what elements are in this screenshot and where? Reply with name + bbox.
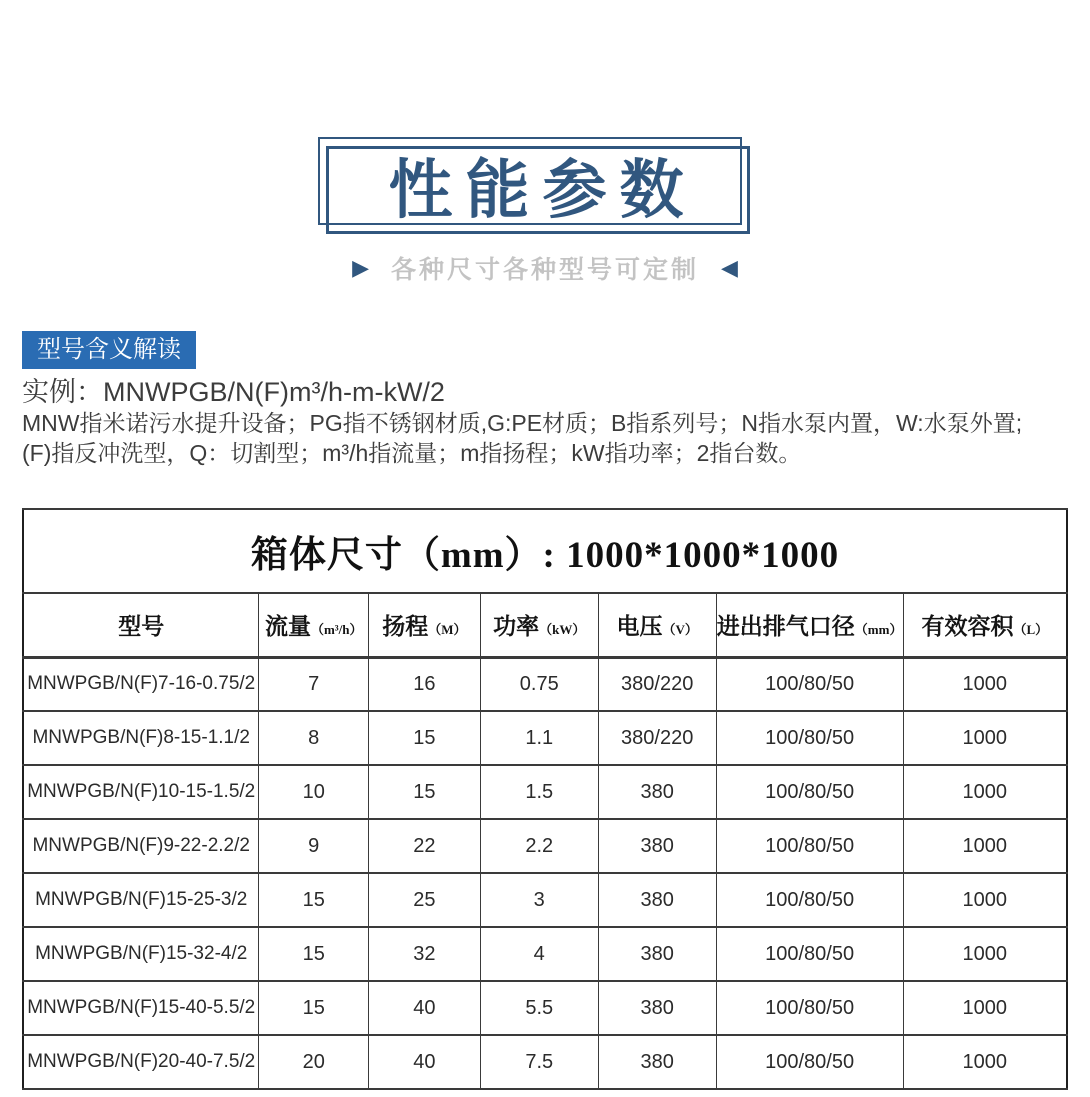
value-cell: 100/80/50	[716, 1035, 903, 1089]
model-desc-line1: MNW指米诺污水提升设备；PG指不锈钢材质,G:PE材质；B指系列号；N指水泵内置，W:水泵外置;	[22, 410, 1023, 436]
column-label: 型号	[118, 614, 165, 640]
column-label: 有效容积	[921, 614, 1014, 640]
value-cell: 380/220	[598, 657, 716, 711]
value-cell: 100/80/50	[716, 765, 903, 819]
column-header-flow	[259, 593, 369, 657]
left-arrow-icon: ▶	[352, 255, 369, 280]
model-cell: MNWPGB/N(F)15-25-3/2	[23, 873, 259, 927]
model-cell: MNWPGB/N(F)7-16-0.75/2	[23, 657, 259, 711]
value-cell: 40	[369, 1035, 481, 1089]
value-cell: 8	[259, 711, 369, 765]
table-row	[23, 873, 1067, 927]
value-cell: 380	[598, 819, 716, 873]
value-cell: 1000	[903, 657, 1067, 711]
value-cell: 7	[259, 657, 369, 711]
value-cell: 100/80/50	[716, 711, 903, 765]
model-cell: MNWPGB/N(F)20-40-7.5/2	[23, 1035, 259, 1089]
table-row	[23, 657, 1067, 711]
value-cell: 16	[369, 657, 481, 711]
table-row	[23, 765, 1067, 819]
model-section	[22, 331, 1084, 468]
value-cell: 40	[369, 981, 481, 1035]
value-cell: 380	[598, 873, 716, 927]
model-cell: MNWPGB/N(F)9-22-2.2/2	[23, 819, 259, 873]
value-cell: 5.5	[480, 981, 598, 1035]
column-header-voltage	[598, 593, 716, 657]
value-cell: 0.75	[480, 657, 598, 711]
column-unit: （mm）	[854, 622, 903, 638]
value-cell: 25	[369, 873, 481, 927]
value-cell: 1000	[903, 765, 1067, 819]
value-cell: 1000	[903, 927, 1067, 981]
value-cell: 100/80/50	[716, 657, 903, 711]
table-row	[23, 1035, 1067, 1089]
value-cell: 380	[598, 981, 716, 1035]
value-cell: 380/220	[598, 711, 716, 765]
value-cell: 20	[259, 1035, 369, 1089]
table-title: 箱体尺寸（mm）: 1000*1000*1000	[23, 509, 1067, 593]
column-label: 扬程	[382, 614, 429, 640]
value-cell: 100/80/50	[716, 819, 903, 873]
column-label: 功率	[493, 614, 540, 640]
value-cell: 32	[369, 927, 481, 981]
value-cell: 1.5	[480, 765, 598, 819]
table-row	[23, 981, 1067, 1035]
column-label: 进出排气口径	[716, 614, 855, 640]
column-label: 流量	[264, 614, 311, 640]
column-header-power	[480, 593, 598, 657]
value-cell: 100/80/50	[716, 873, 903, 927]
column-header-head	[369, 593, 481, 657]
value-cell: 380	[598, 927, 716, 981]
table-row	[23, 927, 1067, 981]
column-header-model	[23, 593, 259, 657]
value-cell: 100/80/50	[716, 927, 903, 981]
column-label: 电压	[616, 614, 663, 640]
value-cell: 100/80/50	[716, 981, 903, 1035]
model-cell: MNWPGB/N(F)8-15-1.1/2	[23, 711, 259, 765]
column-unit: （m³/h）	[310, 622, 363, 638]
value-cell: 4	[480, 927, 598, 981]
value-cell: 15	[259, 981, 369, 1035]
table-title-row	[23, 509, 1067, 593]
value-cell: 9	[259, 819, 369, 873]
value-cell: 1000	[903, 981, 1067, 1035]
value-cell: 380	[598, 765, 716, 819]
value-cell: 7.5	[480, 1035, 598, 1089]
model-desc-line2: (F)指反冲洗型，Q：切割型；m³/h指流量；m指扬程；kW指功率；2指台数。	[22, 440, 802, 466]
column-unit: （V）	[662, 622, 698, 638]
subtitle	[0, 250, 1090, 286]
subtitle-text: 各种尺寸各种型号可定制	[390, 256, 699, 284]
value-cell: 15	[259, 927, 369, 981]
table-row	[23, 819, 1067, 873]
model-cell: MNWPGB/N(F)15-32-4/2	[23, 927, 259, 981]
model-example: 实例：MNWPGB/N(F)m³/h-m-kW/2	[22, 377, 445, 407]
title-frame	[318, 137, 742, 225]
column-header-volume	[903, 593, 1067, 657]
model-label: 型号含义解读	[22, 331, 196, 369]
model-cell: MNWPGB/N(F)10-15-1.5/2	[23, 765, 259, 819]
value-cell: 15	[259, 873, 369, 927]
column-header-port-diameter	[716, 593, 903, 657]
value-cell: 15	[369, 765, 481, 819]
value-cell: 22	[369, 819, 481, 873]
value-cell: 1000	[903, 1035, 1067, 1089]
value-cell: 15	[369, 711, 481, 765]
spec-table-body	[23, 657, 1067, 1089]
value-cell: 10	[259, 765, 369, 819]
value-cell: 2.2	[480, 819, 598, 873]
value-cell: 1000	[903, 711, 1067, 765]
table-header-row	[23, 593, 1067, 657]
column-unit: （L）	[1013, 622, 1049, 638]
spec-table	[22, 508, 1068, 1090]
value-cell: 380	[598, 1035, 716, 1089]
page-title: 性能参数	[388, 154, 697, 226]
column-unit: （kW）	[539, 622, 586, 638]
table-row	[23, 711, 1067, 765]
column-unit: （M）	[428, 622, 467, 638]
value-cell: 1000	[903, 819, 1067, 873]
value-cell: 1000	[903, 873, 1067, 927]
model-cell: MNWPGB/N(F)15-40-5.5/2	[23, 981, 259, 1035]
value-cell: 1.1	[480, 711, 598, 765]
value-cell: 3	[480, 873, 598, 927]
right-arrow-icon: ◀	[721, 255, 738, 280]
